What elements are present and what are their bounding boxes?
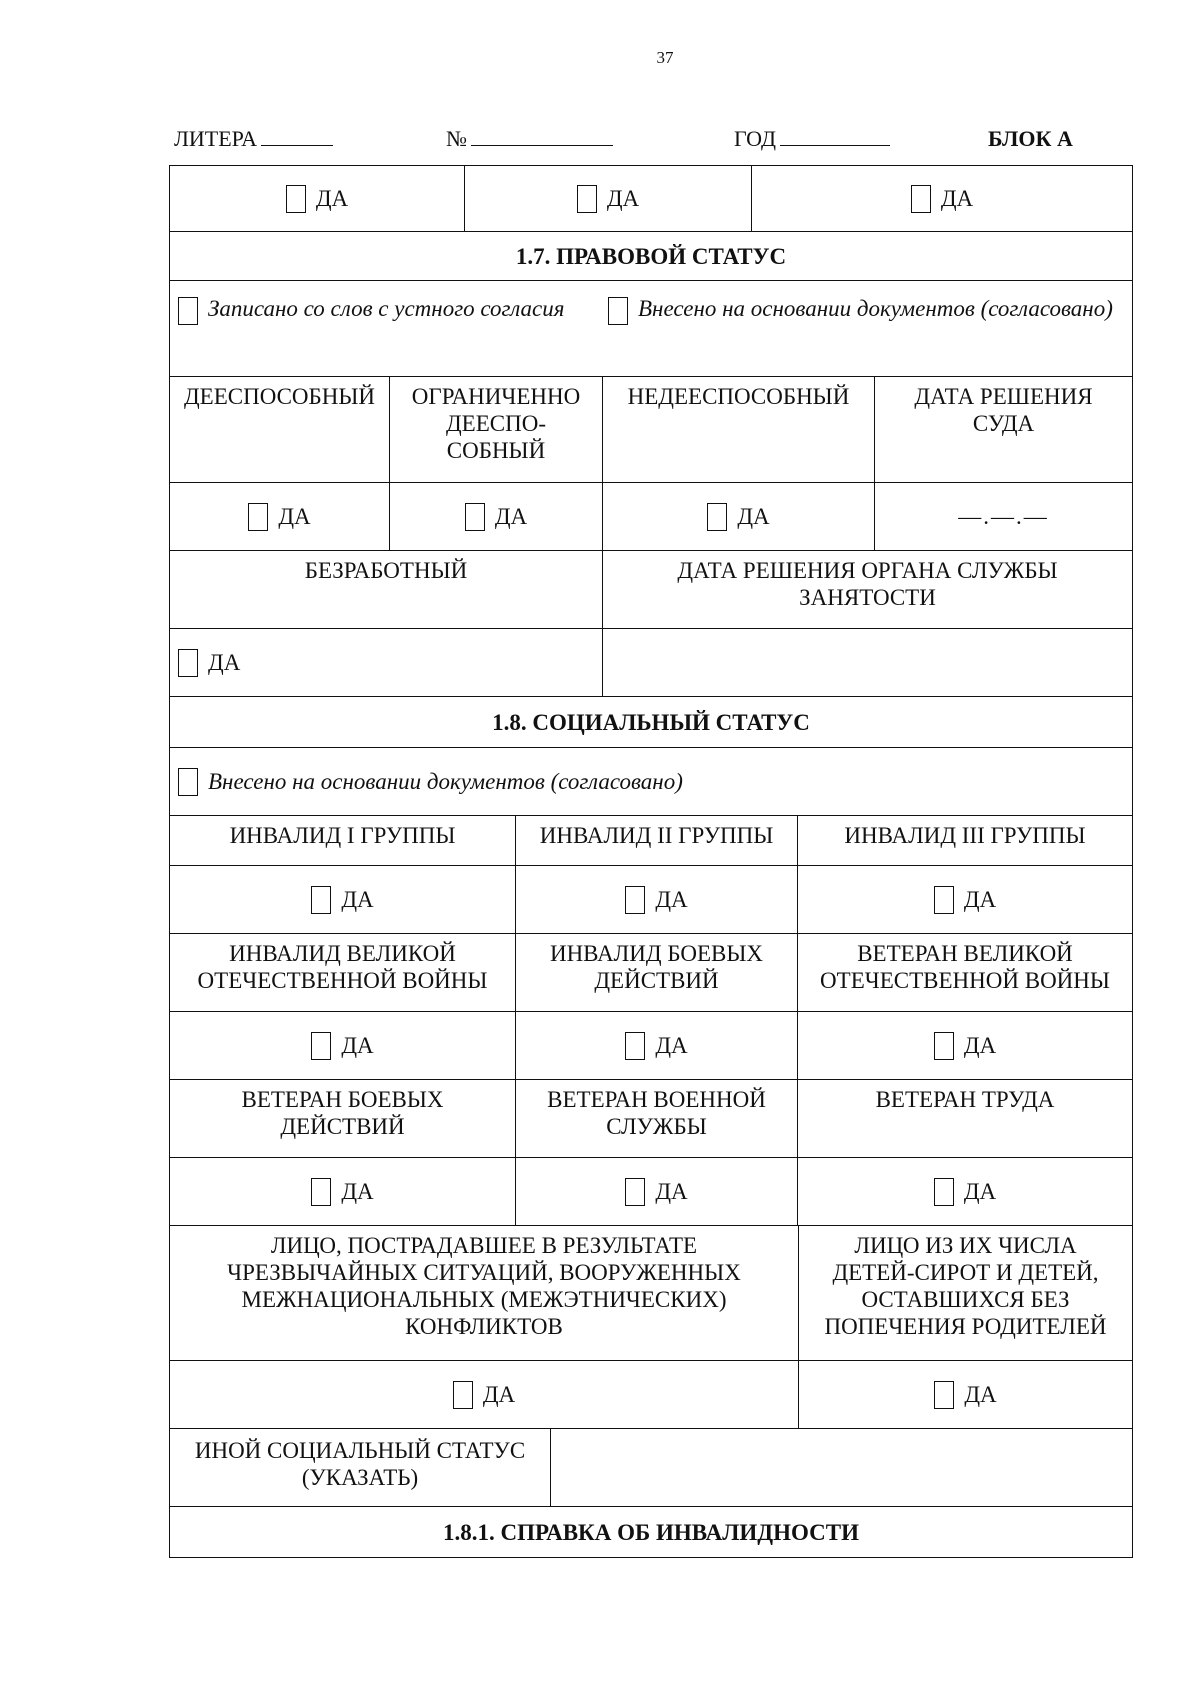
header-unemployed: БЕЗРАБОТНЫЙ	[304, 558, 468, 583]
capacity-yes-row	[169, 482, 1133, 550]
yes-label: ДА	[315, 186, 349, 211]
section-title: 1.7. ПРАВОВОЙ СТАТУС	[515, 243, 787, 269]
yes-label: ДА	[482, 1382, 516, 1407]
yes-cell	[797, 1012, 1132, 1079]
legal-source-row	[169, 280, 1133, 376]
capacity-header-row	[169, 376, 1133, 482]
checkbox[interactable]	[465, 503, 485, 531]
yes-cell	[170, 866, 515, 933]
checkbox[interactable]	[934, 1178, 954, 1206]
checkbox[interactable]	[625, 1032, 645, 1060]
checkbox[interactable]	[311, 886, 331, 914]
checkbox[interactable]	[625, 886, 645, 914]
checkbox[interactable]	[934, 1381, 954, 1409]
header-employment-date: ДАТА РЕШЕНИЯ ОРГАНА СЛУЖБЫ ЗАНЯТОСТИ	[602, 551, 1132, 628]
top-yes-cell	[464, 166, 751, 231]
yes-label: ДА	[655, 1179, 688, 1204]
special-status-yes-row	[169, 1360, 1133, 1428]
section-title: 1.8.1. СПРАВКА ОБ ИНВАЛИДНОСТИ	[443, 1519, 859, 1545]
war-disabled-header-row	[169, 933, 1133, 1011]
yes-cell	[797, 866, 1132, 933]
checkbox[interactable]	[178, 768, 198, 796]
source-docs-text: Внесено на основании документов (согласовано)	[638, 296, 1113, 321]
yes-label: ДА	[655, 1033, 688, 1058]
yes-cell	[170, 1158, 515, 1225]
special-status-header-row	[169, 1225, 1133, 1360]
yes-label: ДА	[964, 1382, 997, 1407]
yes-label: ДА	[963, 1179, 997, 1204]
yes-label: ДА	[341, 1033, 374, 1058]
page-number: 37	[656, 48, 674, 67]
number-field[interactable]	[446, 126, 613, 152]
section-1-7-title	[170, 232, 1132, 280]
checkbox[interactable]	[577, 185, 597, 213]
header-combat-veteran: ВЕТЕРАН БОЕВЫХ ДЕЙСТВИЙ	[241, 1087, 444, 1139]
top-yes-row	[169, 165, 1133, 231]
form-header	[174, 126, 1094, 156]
checkbox[interactable]	[934, 886, 954, 914]
header-emergency-victim: ЛИЦО, ПОСТРАДАВШЕЕ В РЕЗУЛЬТАТЕ ЧРЕЗВЫЧАЙНЫХ СИТУАЦИЙ, ВООРУЖЕННЫХ МЕЖНАЦИОНАЛЬНЫХ (МЕЖЭТНИЧЕСКИХ) КОНФЛИКТОВ	[227, 1233, 741, 1339]
header-orphan: ЛИЦО ИЗ ИХ ЧИСЛА ДЕТЕЙ-СИРОТ И ДЕТЕЙ, ОСТАВШИХСЯ БЕЗ ПОПЕЧЕНИЯ РОДИТЕЛЕЙ	[798, 1226, 1132, 1360]
capable-yes-cell	[170, 483, 389, 550]
veteran-yes-row	[169, 1157, 1133, 1225]
social-source-text: Внесено на основании документов (согласовано)	[208, 768, 683, 794]
header-labor-veteran: ВЕТЕРАН ТРУДА	[797, 1080, 1132, 1157]
checkbox[interactable]	[707, 503, 727, 531]
header-incapable: НЕДЕЕСПОСОБНЫЙ	[602, 377, 874, 482]
checkbox[interactable]	[911, 185, 931, 213]
other-status-field[interactable]	[550, 1429, 1132, 1506]
number-blank-line[interactable]	[471, 127, 613, 146]
war-disabled-yes-row	[169, 1011, 1133, 1079]
checkbox[interactable]	[608, 297, 628, 325]
checkbox[interactable]	[934, 1032, 954, 1060]
header-disabled-group-2: ИНВАЛИД II ГРУППЫ	[515, 816, 797, 865]
social-source-row	[169, 747, 1133, 815]
section-1-7-title-row	[169, 231, 1133, 280]
litera-blank-line[interactable]	[261, 127, 333, 146]
litera-field[interactable]	[174, 126, 333, 152]
section-1-8-1-title-row	[169, 1506, 1133, 1558]
veteran-header-row	[169, 1079, 1133, 1157]
yes-label: ДА	[963, 1033, 997, 1058]
form-table	[169, 165, 1133, 1558]
source-oral-cell	[170, 281, 600, 376]
incapable-yes-cell	[602, 483, 874, 550]
header-disabled-group-1: ИНВАЛИД I ГРУППЫ	[229, 823, 456, 848]
yes-label: ДА	[208, 650, 241, 675]
section-1-8-1-title	[170, 1507, 1132, 1557]
top-yes-cell	[170, 166, 464, 231]
header-ww2-veteran: ВЕТЕРАН ВЕЛИКОЙ ОТЕЧЕСТВЕННОЙ ВОЙНЫ	[797, 934, 1132, 1011]
checkbox[interactable]	[625, 1178, 645, 1206]
block-label: БЛОК А	[988, 126, 1073, 151]
yes-cell	[515, 1012, 797, 1079]
disability-group-header-row	[169, 815, 1133, 865]
header-court-date: ДАТА РЕШЕНИЯ СУДА	[874, 377, 1132, 482]
yes-label: ДА	[963, 887, 997, 912]
checkbox[interactable]	[178, 649, 198, 677]
checkbox[interactable]	[453, 1381, 473, 1409]
yes-cell	[170, 1361, 798, 1428]
disability-group-yes-row	[169, 865, 1133, 933]
checkbox[interactable]	[286, 185, 306, 213]
yes-label: ДА	[940, 186, 974, 211]
source-docs-cell	[600, 281, 1132, 376]
checkbox[interactable]	[248, 503, 268, 531]
employment-date-field[interactable]	[602, 629, 1132, 696]
unemployed-yes-cell	[170, 629, 602, 696]
unemployed-yes-row	[169, 628, 1133, 696]
header-other-status: ИНОЙ СОЦИАЛЬНЫЙ СТАТУС (УКАЗАТЬ)	[194, 1438, 526, 1490]
section-title: 1.8. СОЦИАЛЬНЫЙ СТАТУС	[492, 709, 810, 735]
unemployed-header-row	[169, 550, 1133, 628]
yes-label: ДА	[278, 504, 311, 529]
yes-cell	[797, 1158, 1132, 1225]
yes-label: ДА	[341, 887, 374, 912]
number-label: №	[446, 126, 467, 151]
header-limited-capable: ОГРАНИЧЕННО ДЕЕСПО-СОБНЫЙ	[389, 377, 602, 482]
header-ww2-disabled: ИНВАЛИД ВЕЛИКОЙ ОТЕЧЕСТВЕННОЙ ВОЙНЫ	[197, 941, 488, 993]
court-date-field[interactable]: —.—.—	[874, 483, 1132, 550]
litera-label: ЛИТЕРА	[174, 126, 257, 151]
checkbox[interactable]	[178, 297, 198, 325]
year-field[interactable]	[734, 126, 890, 152]
other-status-row	[169, 1428, 1133, 1506]
year-blank-line[interactable]	[780, 127, 890, 146]
yes-cell	[515, 1158, 797, 1225]
yes-label: ДА	[341, 1179, 374, 1204]
yes-label: ДА	[655, 887, 688, 912]
section-1-8-title-row	[169, 696, 1133, 747]
header-capable: ДЕЕСПОСОБНЫЙ	[183, 384, 376, 409]
source-oral-text: Записано со слов с устного согласия	[208, 296, 565, 321]
top-yes-cell	[751, 166, 1132, 231]
yes-label: ДА	[494, 504, 528, 529]
year-label: ГОД	[734, 126, 776, 151]
yes-cell	[515, 866, 797, 933]
limited-yes-cell	[389, 483, 602, 550]
yes-cell	[798, 1361, 1132, 1428]
section-1-8-title	[170, 697, 1132, 747]
yes-cell	[170, 1012, 515, 1079]
yes-label: ДА	[606, 186, 640, 211]
header-combat-disabled: ИНВАЛИД БОЕВЫХ ДЕЙСТВИЙ	[515, 934, 797, 1011]
checkbox[interactable]	[311, 1032, 331, 1060]
checkbox[interactable]	[311, 1178, 331, 1206]
yes-label: ДА	[737, 504, 770, 529]
header-military-veteran: ВЕТЕРАН ВОЕННОЙ СЛУЖБЫ	[515, 1080, 797, 1157]
header-disabled-group-3: ИНВАЛИД III ГРУППЫ	[797, 816, 1132, 865]
social-source-cell	[170, 748, 1132, 815]
